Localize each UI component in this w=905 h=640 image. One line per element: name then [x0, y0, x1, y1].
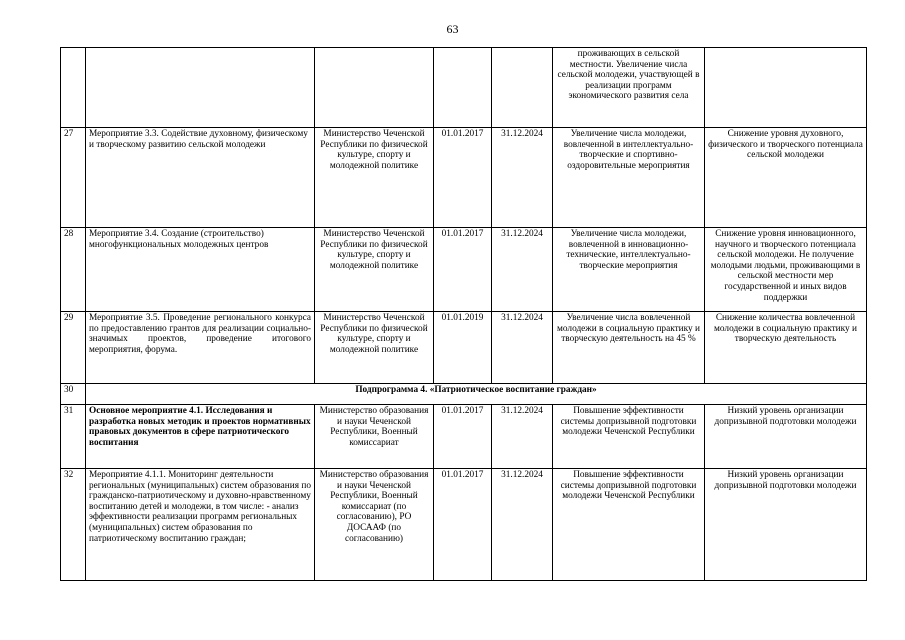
end-date-cell: 31.12.2024	[492, 228, 553, 312]
result-cell: Увеличение числа молодежи, вовлеченной в инновационно-технические, интеллектуально-творческие мероприятия	[553, 228, 705, 312]
subprogram-title: Подпрограмма 4. «Патриотическое воспитание граждан»	[86, 384, 867, 405]
result-cell: Повышение эффективности системы допризывной подготовки молодежи Чеченской Республики	[553, 405, 705, 469]
row-number: 32	[61, 469, 86, 581]
executor-cell: Министерство Чеченской Республики по физической культуре, спорту и молодежной политике	[315, 312, 434, 384]
end-date-cell: 31.12.2024	[492, 405, 553, 469]
table-row	[61, 228, 867, 312]
event-cell: Мероприятие 3.5. Проведение регионального конкурса по предоставлению грантов для реализации социально-значимых проектов, проведение итогового мероприятия, форума.	[86, 312, 315, 384]
event-cell: Мероприятие 4.1.1. Мониторинг деятельности региональных (муниципальных) систем образования по гражданско-патриотическому и духовно-нравственному воспитанию детей и молодежи, в том числе: - анализ эффективности реализации программ региональных (муниципальных) систем образования по патриотическому воспитанию граждан;	[86, 469, 315, 581]
result-cell: Повышение эффективности системы допризывной подготовки молодежи Чеченской Республики	[553, 469, 705, 581]
risk-cell: Низкий уровень организации допризывной подготовки молодежи	[705, 405, 867, 469]
end-date-cell	[492, 48, 553, 128]
table-row	[61, 312, 867, 384]
result-cell: Увеличение числа молодежи, вовлеченной в интеллектуально-творческие и спортивно-оздоровительные мероприятия	[553, 128, 705, 228]
row-number: 29	[61, 312, 86, 384]
risk-cell: Низкий уровень организации допризывной подготовки молодежи	[705, 469, 867, 581]
table-row	[61, 469, 867, 581]
event-cell: Основное мероприятие 4.1. Исследования и разработка новых методик и проектов нормативных правовых документов в сфере патриотического воспитания	[86, 405, 315, 469]
risk-cell	[705, 48, 867, 128]
row-number: 31	[61, 405, 86, 469]
result-cell: проживающих в сельской местности. Увеличение числа сельской молодежи, участвующей в реализации программ экономического развития села	[553, 48, 705, 128]
executor-cell: Министерство Чеченской Республики по физической культуре, спорту и молодежной политике	[315, 228, 434, 312]
end-date-cell: 31.12.2024	[492, 312, 553, 384]
start-date-cell	[434, 48, 492, 128]
risk-cell: Снижение уровня духовного, физического и творческого потенциала сельской молодежи	[705, 128, 867, 228]
table-row	[61, 405, 867, 469]
table-row	[61, 48, 867, 128]
start-date-cell: 01.01.2019	[434, 312, 492, 384]
result-cell: Увеличение числа вовлеченной молодежи в социальную практику и творческую деятельность на 45 %	[553, 312, 705, 384]
executor-cell: Министерство образования и науки Чеченской Республики, Военный комиссариат	[315, 405, 434, 469]
events-table	[60, 47, 867, 581]
row-number: 28	[61, 228, 86, 312]
end-date-cell: 31.12.2024	[492, 128, 553, 228]
end-date-cell: 31.12.2024	[492, 469, 553, 581]
event-cell	[86, 48, 315, 128]
row-number	[61, 48, 86, 128]
risk-cell: Снижение уровня инновационного, научного и творческого потенциала сельской молодежи. Не получение молодыми людьми, проживающими в сельской местности мер государственной и иных видов поддержки	[705, 228, 867, 312]
start-date-cell: 01.01.2017	[434, 128, 492, 228]
page-number: 63	[446, 22, 459, 36]
row-number: 27	[61, 128, 86, 228]
executor-cell: Министерство образования и науки Чеченской Республики, Военный комиссариат (по согласованию), РО ДОСААФ (по согласованию)	[315, 469, 434, 581]
start-date-cell: 01.01.2017	[434, 228, 492, 312]
row-number: 30	[61, 384, 86, 405]
table-row	[61, 128, 867, 228]
event-cell: Мероприятие 3.4. Создание (строительство) многофункциональных молодежных центров	[86, 228, 315, 312]
start-date-cell: 01.01.2017	[434, 405, 492, 469]
executor-cell	[315, 48, 434, 128]
executor-cell: Министерство Чеченской Республики по физической культуре, спорту и молодежной политике	[315, 128, 434, 228]
subprogram-header-row	[61, 384, 867, 405]
start-date-cell: 01.01.2017	[434, 469, 492, 581]
risk-cell: Снижение количества вовлеченной молодежи в социальную практику и творческую деятельность	[705, 312, 867, 384]
event-cell: Мероприятие 3.3. Содействие духовному, физическому и творческому развитию сельской молодежи	[86, 128, 315, 228]
